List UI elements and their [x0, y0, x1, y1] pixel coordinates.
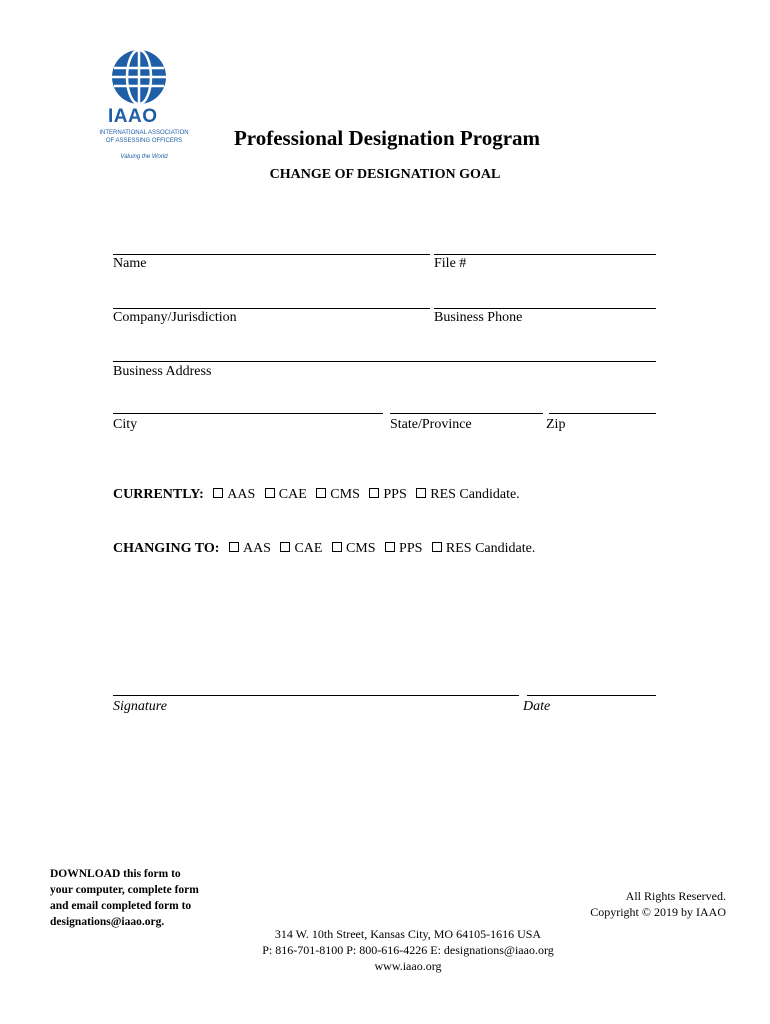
changing-option-pps[interactable]: PPS: [385, 541, 422, 557]
date-line[interactable]: [527, 695, 656, 696]
checkbox-icon[interactable]: [213, 488, 223, 498]
form-subtitle: CHANGE OF DESIGNATION GOAL: [269, 167, 501, 182]
download-instructions: DOWNLOAD this form to your computer, complete form and email completed form to designations@iaao.org.: [50, 866, 240, 930]
email-link[interactable]: designations@iaao.org.: [50, 916, 165, 928]
contact-line: P: 816-701-8100 P: 800-616-4226 E: designations@iaao.org: [262, 943, 554, 957]
logo-tagline: Valuing the World: [120, 154, 168, 160]
changing-option-cms[interactable]: CMS: [332, 541, 376, 557]
state-label: State/Province: [390, 417, 472, 432]
logo-name: IAAO: [108, 106, 158, 127]
footer-address: 314 W. 10th Street, Kansas City, MO 64105-1616 USA P: 816-701-8100 P: 800-616-4226 E: designations@iaao.org www.iaao.org: [0, 926, 770, 974]
city-label: City: [113, 417, 138, 432]
currently-option-pps[interactable]: PPS: [369, 487, 406, 503]
phone-label: Business Phone: [434, 310, 523, 325]
currently-option-cae[interactable]: CAE: [265, 487, 307, 503]
changing-option-cae[interactable]: CAE: [280, 541, 322, 557]
checkbox-icon[interactable]: [416, 488, 426, 498]
checkbox-icon[interactable]: [280, 542, 290, 552]
zip-label: Zip: [546, 417, 566, 432]
currently-option-res[interactable]: RES Candidate.: [416, 487, 519, 503]
checkbox-icon[interactable]: [316, 488, 326, 498]
signature-label: Signature: [113, 699, 167, 714]
changing-option-res[interactable]: RES Candidate.: [432, 541, 535, 557]
checkbox-icon[interactable]: [369, 488, 379, 498]
globe-icon: [110, 48, 168, 106]
name-line[interactable]: [113, 254, 430, 255]
company-line[interactable]: [113, 308, 430, 309]
changing-row: [113, 541, 535, 557]
checkbox-icon[interactable]: [432, 542, 442, 552]
file-label: File #: [434, 256, 467, 271]
date-label: Date: [523, 699, 551, 714]
currently-label: CURRENTLY:: [113, 487, 204, 502]
company-label: Company/Jurisdiction: [113, 310, 237, 325]
currently-option-cms[interactable]: CMS: [316, 487, 360, 503]
state-line[interactable]: [390, 413, 543, 414]
checkbox-icon[interactable]: [265, 488, 275, 498]
zip-line[interactable]: [549, 413, 656, 414]
address-label: Business Address: [113, 364, 212, 379]
phone-line[interactable]: [434, 308, 656, 309]
changing-label: CHANGING TO:: [113, 541, 220, 556]
city-line[interactable]: [113, 413, 383, 414]
signature-line[interactable]: [113, 695, 519, 696]
changing-option-aas[interactable]: AAS: [229, 541, 271, 557]
checkbox-icon[interactable]: [229, 542, 239, 552]
logo-subtitle: INTERNATIONAL ASSOCIATION OF ASSESSING OFFICERS: [99, 130, 189, 144]
page-title: Professional Designation Program: [233, 126, 541, 150]
currently-row: [113, 487, 520, 503]
website-link[interactable]: www.iaao.org: [374, 959, 442, 973]
currently-option-aas[interactable]: AAS: [213, 487, 255, 503]
name-label: Name: [113, 256, 147, 271]
checkbox-icon[interactable]: [332, 542, 342, 552]
checkbox-icon[interactable]: [385, 542, 395, 552]
address-line[interactable]: [113, 361, 656, 362]
file-line[interactable]: [434, 254, 656, 255]
copyright-notice: All Rights Reserved. Copyright © 2019 by IAAO: [590, 889, 726, 919]
